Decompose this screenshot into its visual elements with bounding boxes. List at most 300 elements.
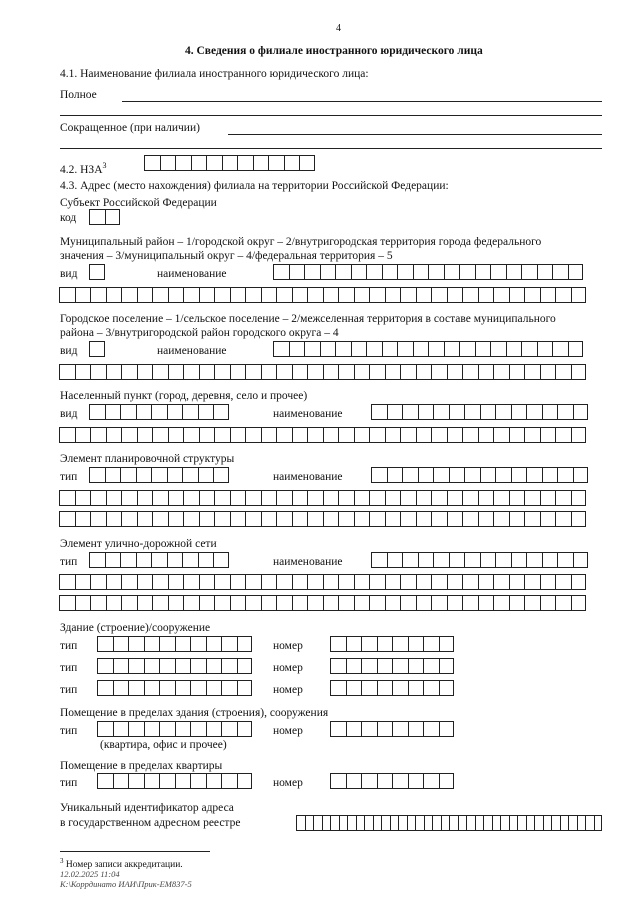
input-cell[interactable] (552, 341, 568, 357)
input-cell[interactable] (392, 680, 408, 696)
input-cell[interactable] (568, 264, 584, 280)
apartment-type-cells[interactable] (97, 773, 252, 789)
input-cell[interactable] (509, 815, 518, 831)
input-cell[interactable] (120, 552, 136, 568)
input-cell[interactable] (221, 721, 237, 737)
settlement-name-cells-2[interactable] (59, 364, 586, 380)
subject-code-cells[interactable] (89, 209, 120, 225)
input-cell[interactable] (493, 490, 509, 506)
input-cell[interactable] (400, 490, 416, 506)
input-cell[interactable] (431, 595, 447, 611)
input-cell[interactable] (557, 404, 573, 420)
input-cell[interactable] (245, 595, 261, 611)
input-cell[interactable] (151, 467, 167, 483)
input-cell[interactable] (555, 427, 571, 443)
input-cell[interactable] (75, 490, 91, 506)
input-cell[interactable] (408, 773, 424, 789)
input-cell[interactable] (214, 490, 230, 506)
input-cell[interactable] (89, 209, 105, 225)
input-cell[interactable] (183, 490, 199, 506)
input-cell[interactable] (245, 490, 261, 506)
input-cell[interactable] (121, 511, 137, 527)
input-cell[interactable] (381, 815, 390, 831)
input-cell[interactable] (392, 636, 408, 652)
input-cell[interactable] (361, 636, 377, 652)
input-cell[interactable] (175, 680, 191, 696)
input-cell[interactable] (568, 341, 584, 357)
input-cell[interactable] (462, 595, 478, 611)
input-cell[interactable] (387, 404, 403, 420)
input-cell[interactable] (296, 815, 305, 831)
input-cell[interactable] (423, 773, 439, 789)
input-cell[interactable] (555, 574, 571, 590)
input-cell[interactable] (183, 287, 199, 303)
planning-name-cells-3[interactable] (59, 511, 586, 527)
input-cell[interactable] (346, 680, 362, 696)
input-cell[interactable] (168, 287, 184, 303)
building-type-cells-1[interactable] (97, 636, 252, 652)
input-cell[interactable] (144, 658, 160, 674)
input-cell[interactable] (506, 341, 522, 357)
input-cell[interactable] (90, 490, 106, 506)
input-cell[interactable] (585, 815, 594, 831)
input-cell[interactable] (323, 574, 339, 590)
input-cell[interactable] (416, 364, 432, 380)
input-cell[interactable] (521, 264, 537, 280)
input-cell[interactable] (152, 364, 168, 380)
input-cell[interactable] (385, 574, 401, 590)
input-cell[interactable] (137, 364, 153, 380)
input-cell[interactable] (159, 680, 175, 696)
premises-number-cells[interactable] (330, 721, 454, 737)
input-cell[interactable] (462, 511, 478, 527)
input-cell[interactable] (183, 364, 199, 380)
input-cell[interactable] (416, 595, 432, 611)
input-cell[interactable] (199, 490, 215, 506)
input-cell[interactable] (183, 574, 199, 590)
input-cell[interactable] (276, 511, 292, 527)
input-cell[interactable] (464, 552, 480, 568)
input-cell[interactable] (439, 658, 455, 674)
input-cell[interactable] (152, 287, 168, 303)
input-cell[interactable] (371, 404, 387, 420)
input-cell[interactable] (137, 511, 153, 527)
input-cell[interactable] (571, 287, 587, 303)
input-cell[interactable] (199, 287, 215, 303)
input-cell[interactable] (121, 427, 137, 443)
planning-name-cells-2[interactable] (59, 490, 586, 506)
input-cell[interactable] (462, 574, 478, 590)
input-cell[interactable] (480, 467, 496, 483)
input-cell[interactable] (415, 815, 424, 831)
input-cell[interactable] (106, 427, 122, 443)
input-cell[interactable] (478, 364, 494, 380)
input-cell[interactable] (377, 721, 393, 737)
input-cell[interactable] (416, 574, 432, 590)
input-cell[interactable] (377, 773, 393, 789)
input-cell[interactable] (168, 574, 184, 590)
input-cell[interactable] (159, 773, 175, 789)
input-cell[interactable] (335, 264, 351, 280)
input-cell[interactable] (540, 490, 556, 506)
input-cell[interactable] (322, 815, 331, 831)
input-cell[interactable] (571, 574, 587, 590)
input-cell[interactable] (346, 658, 362, 674)
input-cell[interactable] (198, 467, 214, 483)
input-cell[interactable] (361, 680, 377, 696)
input-cell[interactable] (555, 511, 571, 527)
input-cell[interactable] (245, 287, 261, 303)
input-cell[interactable] (557, 552, 573, 568)
input-cell[interactable] (431, 490, 447, 506)
input-cell[interactable] (230, 595, 246, 611)
input-cell[interactable] (408, 636, 424, 652)
input-cell[interactable] (151, 404, 167, 420)
input-cell[interactable] (369, 595, 385, 611)
input-cell[interactable] (555, 364, 571, 380)
input-cell[interactable] (571, 427, 587, 443)
input-cell[interactable] (361, 773, 377, 789)
input-cell[interactable] (571, 490, 587, 506)
input-cell[interactable] (214, 574, 230, 590)
input-cell[interactable] (276, 427, 292, 443)
input-cell[interactable] (335, 341, 351, 357)
input-cell[interactable] (540, 364, 556, 380)
input-cell[interactable] (377, 680, 393, 696)
premises-type-cells[interactable] (97, 721, 252, 737)
input-cell[interactable] (400, 364, 416, 380)
input-cell[interactable] (261, 595, 277, 611)
input-cell[interactable] (447, 427, 463, 443)
input-cell[interactable] (89, 552, 105, 568)
input-cell[interactable] (475, 341, 491, 357)
input-cell[interactable] (369, 574, 385, 590)
input-cell[interactable] (237, 773, 253, 789)
input-cell[interactable] (493, 511, 509, 527)
input-cell[interactable] (356, 815, 365, 831)
input-cell[interactable] (338, 427, 354, 443)
input-cell[interactable] (551, 815, 560, 831)
input-cell[interactable] (330, 815, 339, 831)
input-cell[interactable] (371, 552, 387, 568)
input-cell[interactable] (449, 404, 465, 420)
input-cell[interactable] (323, 595, 339, 611)
municipal-name-cells-1[interactable] (273, 264, 583, 280)
input-cell[interactable] (338, 511, 354, 527)
input-cell[interactable] (354, 511, 370, 527)
input-cell[interactable] (466, 815, 475, 831)
input-cell[interactable] (320, 341, 336, 357)
input-cell[interactable] (428, 264, 444, 280)
input-cell[interactable] (128, 721, 144, 737)
input-cell[interactable] (385, 287, 401, 303)
input-cell[interactable] (540, 287, 556, 303)
input-cell[interactable] (441, 815, 450, 831)
input-cell[interactable] (506, 264, 522, 280)
input-cell[interactable] (175, 155, 191, 171)
input-cell[interactable] (144, 680, 160, 696)
input-cell[interactable] (459, 264, 475, 280)
input-cell[interactable] (206, 773, 222, 789)
input-cell[interactable] (90, 595, 106, 611)
input-cell[interactable] (354, 595, 370, 611)
input-cell[interactable] (517, 815, 526, 831)
input-cell[interactable] (59, 364, 75, 380)
input-cell[interactable] (245, 511, 261, 527)
input-cell[interactable] (167, 467, 183, 483)
input-cell[interactable] (431, 364, 447, 380)
input-cell[interactable] (159, 636, 175, 652)
input-cell[interactable] (292, 427, 308, 443)
input-cell[interactable] (106, 511, 122, 527)
nza-cells[interactable] (144, 155, 315, 171)
input-cell[interactable] (449, 815, 458, 831)
input-cell[interactable] (289, 264, 305, 280)
input-cell[interactable] (447, 364, 463, 380)
input-cell[interactable] (213, 552, 229, 568)
input-cell[interactable] (480, 404, 496, 420)
input-cell[interactable] (307, 364, 323, 380)
input-cell[interactable] (407, 815, 416, 831)
input-cell[interactable] (346, 721, 362, 737)
input-cell[interactable] (323, 511, 339, 527)
full-name-line-2[interactable] (60, 115, 602, 116)
input-cell[interactable] (152, 574, 168, 590)
input-cell[interactable] (136, 404, 152, 420)
input-cell[interactable] (121, 364, 137, 380)
input-cell[interactable] (524, 574, 540, 590)
input-cell[interactable] (213, 404, 229, 420)
street-name-cells-3[interactable] (59, 595, 586, 611)
input-cell[interactable] (253, 155, 269, 171)
input-cell[interactable] (152, 427, 168, 443)
input-cell[interactable] (347, 815, 356, 831)
input-cell[interactable] (511, 467, 527, 483)
input-cell[interactable] (416, 427, 432, 443)
input-cell[interactable] (433, 404, 449, 420)
input-cell[interactable] (524, 364, 540, 380)
input-cell[interactable] (75, 595, 91, 611)
input-cell[interactable] (462, 287, 478, 303)
input-cell[interactable] (354, 427, 370, 443)
input-cell[interactable] (524, 595, 540, 611)
input-cell[interactable] (568, 815, 577, 831)
input-cell[interactable] (493, 427, 509, 443)
input-cell[interactable] (526, 552, 542, 568)
input-cell[interactable] (524, 511, 540, 527)
input-cell[interactable] (555, 490, 571, 506)
input-cell[interactable] (59, 574, 75, 590)
input-cell[interactable] (152, 511, 168, 527)
input-cell[interactable] (397, 341, 413, 357)
input-cell[interactable] (366, 264, 382, 280)
input-cell[interactable] (478, 595, 494, 611)
input-cell[interactable] (338, 364, 354, 380)
input-cell[interactable] (323, 427, 339, 443)
input-cell[interactable] (444, 264, 460, 280)
input-cell[interactable] (276, 364, 292, 380)
input-cell[interactable] (400, 287, 416, 303)
input-cell[interactable] (540, 595, 556, 611)
short-name-line-1[interactable] (228, 134, 602, 135)
input-cell[interactable] (199, 574, 215, 590)
input-cell[interactable] (354, 490, 370, 506)
input-cell[interactable] (323, 490, 339, 506)
input-cell[interactable] (307, 511, 323, 527)
input-cell[interactable] (385, 490, 401, 506)
input-cell[interactable] (159, 658, 175, 674)
input-cell[interactable] (323, 364, 339, 380)
input-cell[interactable] (128, 773, 144, 789)
input-cell[interactable] (447, 595, 463, 611)
input-cell[interactable] (439, 721, 455, 737)
input-cell[interactable] (90, 511, 106, 527)
input-cell[interactable] (175, 658, 191, 674)
input-cell[interactable] (121, 595, 137, 611)
input-cell[interactable] (330, 680, 346, 696)
input-cell[interactable] (495, 467, 511, 483)
input-cell[interactable] (214, 511, 230, 527)
input-cell[interactable] (330, 636, 346, 652)
input-cell[interactable] (59, 511, 75, 527)
input-cell[interactable] (361, 658, 377, 674)
input-cell[interactable] (199, 511, 215, 527)
input-cell[interactable] (183, 595, 199, 611)
input-cell[interactable] (369, 427, 385, 443)
input-cell[interactable] (346, 636, 362, 652)
input-cell[interactable] (447, 511, 463, 527)
input-cell[interactable] (524, 287, 540, 303)
input-cell[interactable] (305, 815, 314, 831)
input-cell[interactable] (113, 773, 129, 789)
input-cell[interactable] (292, 511, 308, 527)
input-cell[interactable] (105, 209, 121, 225)
input-cell[interactable] (560, 815, 569, 831)
input-cell[interactable] (59, 490, 75, 506)
input-cell[interactable] (237, 721, 253, 737)
input-cell[interactable] (120, 467, 136, 483)
building-type-cells-3[interactable] (97, 680, 252, 696)
input-cell[interactable] (542, 404, 558, 420)
input-cell[interactable] (313, 815, 322, 831)
input-cell[interactable] (428, 341, 444, 357)
input-cell[interactable] (284, 155, 300, 171)
input-cell[interactable] (168, 490, 184, 506)
input-cell[interactable] (330, 721, 346, 737)
input-cell[interactable] (339, 815, 348, 831)
input-cell[interactable] (573, 467, 589, 483)
input-cell[interactable] (462, 364, 478, 380)
input-cell[interactable] (385, 595, 401, 611)
input-cell[interactable] (373, 815, 382, 831)
input-cell[interactable] (182, 404, 198, 420)
input-cell[interactable] (444, 341, 460, 357)
input-cell[interactable] (307, 574, 323, 590)
input-cell[interactable] (534, 815, 543, 831)
input-cell[interactable] (159, 721, 175, 737)
input-cell[interactable] (151, 552, 167, 568)
input-cell[interactable] (136, 552, 152, 568)
input-cell[interactable] (105, 404, 121, 420)
input-cell[interactable] (113, 680, 129, 696)
input-cell[interactable] (475, 264, 491, 280)
input-cell[interactable] (90, 364, 106, 380)
input-cell[interactable] (493, 287, 509, 303)
input-cell[interactable] (289, 341, 305, 357)
input-cell[interactable] (214, 595, 230, 611)
input-cell[interactable] (206, 636, 222, 652)
street-name-cells-2[interactable] (59, 574, 586, 590)
input-cell[interactable] (199, 364, 215, 380)
input-cell[interactable] (307, 490, 323, 506)
input-cell[interactable] (222, 155, 238, 171)
short-name-line-2[interactable] (60, 148, 602, 149)
input-cell[interactable] (261, 364, 277, 380)
input-cell[interactable] (490, 264, 506, 280)
input-cell[interactable] (392, 658, 408, 674)
input-cell[interactable] (540, 574, 556, 590)
input-cell[interactable] (366, 341, 382, 357)
input-cell[interactable] (390, 815, 399, 831)
input-cell[interactable] (338, 574, 354, 590)
input-cell[interactable] (459, 341, 475, 357)
input-cell[interactable] (214, 427, 230, 443)
input-cell[interactable] (307, 427, 323, 443)
input-cell[interactable] (354, 287, 370, 303)
input-cell[interactable] (431, 574, 447, 590)
input-cell[interactable] (369, 490, 385, 506)
input-cell[interactable] (540, 427, 556, 443)
building-number-cells-1[interactable] (330, 636, 454, 652)
input-cell[interactable] (458, 815, 467, 831)
input-cell[interactable] (89, 467, 105, 483)
input-cell[interactable] (433, 467, 449, 483)
input-cell[interactable] (542, 467, 558, 483)
input-cell[interactable] (594, 815, 603, 831)
input-cell[interactable] (261, 574, 277, 590)
input-cell[interactable] (439, 680, 455, 696)
input-cell[interactable] (402, 552, 418, 568)
input-cell[interactable] (190, 680, 206, 696)
input-cell[interactable] (338, 595, 354, 611)
input-cell[interactable] (557, 467, 573, 483)
input-cell[interactable] (128, 680, 144, 696)
input-cell[interactable] (400, 427, 416, 443)
input-cell[interactable] (483, 815, 492, 831)
input-cell[interactable] (555, 287, 571, 303)
input-cell[interactable] (320, 264, 336, 280)
input-cell[interactable] (330, 773, 346, 789)
input-cell[interactable] (464, 404, 480, 420)
input-cell[interactable] (382, 264, 398, 280)
input-cell[interactable] (543, 815, 552, 831)
input-cell[interactable] (206, 658, 222, 674)
input-cell[interactable] (493, 364, 509, 380)
input-cell[interactable] (237, 636, 253, 652)
input-cell[interactable] (175, 773, 191, 789)
input-cell[interactable] (526, 815, 535, 831)
input-cell[interactable] (113, 721, 129, 737)
input-cell[interactable] (213, 467, 229, 483)
input-cell[interactable] (75, 427, 91, 443)
input-cell[interactable] (168, 511, 184, 527)
input-cell[interactable] (136, 467, 152, 483)
input-cell[interactable] (292, 574, 308, 590)
input-cell[interactable] (387, 552, 403, 568)
input-cell[interactable] (511, 404, 527, 420)
input-cell[interactable] (307, 287, 323, 303)
input-cell[interactable] (113, 658, 129, 674)
